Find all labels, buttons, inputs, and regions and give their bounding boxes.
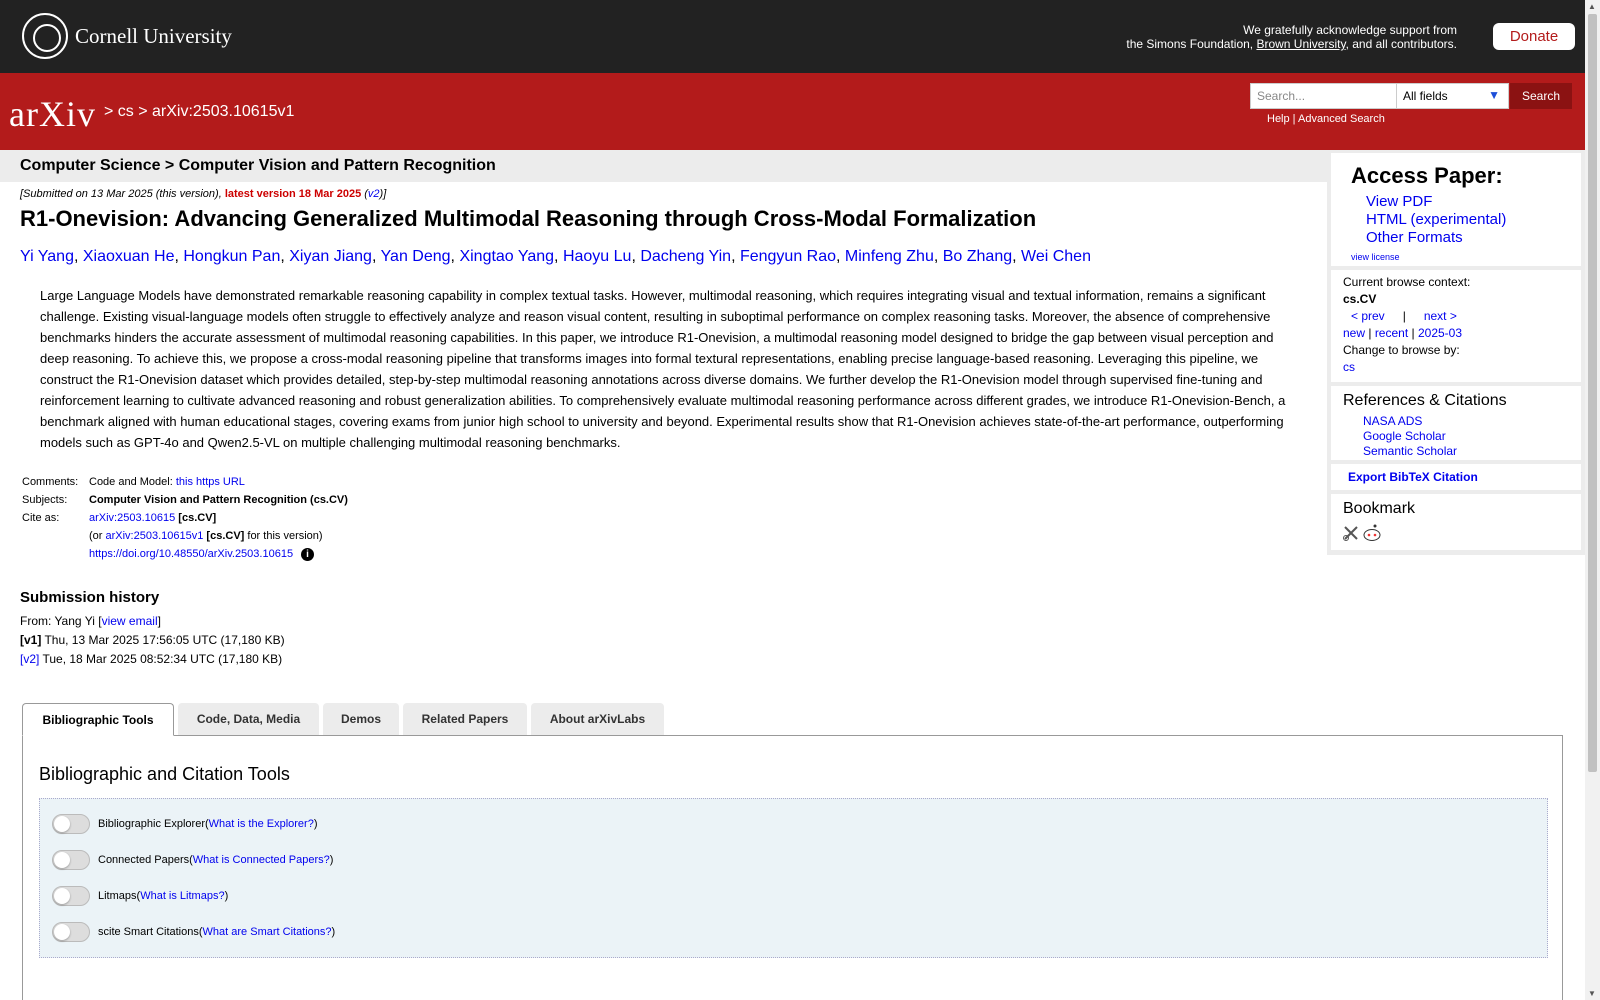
tool-name: Bibliographic Explorer [98,818,205,830]
comments-row [20,476,350,494]
from-suffix: ] [157,614,161,628]
v2-link[interactable]: v2 [367,188,380,200]
paren-close: ) [313,818,318,830]
panel-title: Bibliographic and Citation Tools [39,764,290,784]
submission-history-title: Submission history [20,589,160,606]
browse-cs-link[interactable]: cs [1343,360,1355,374]
tab-panel [22,735,1563,1000]
author-separator: , [554,248,563,265]
author-link[interactable]: Xiaoxuan He [82,248,175,265]
prev-link[interactable]: < prev [1351,309,1385,323]
ack-suffix: , and all contributors. [1345,37,1457,51]
author-separator: , [174,248,184,265]
prev-next-sep: | [1402,309,1406,323]
cite2-category: [cs.CV] [203,530,245,542]
help-link[interactable]: Help [1267,113,1290,125]
ack-prefix: the Simons Foundation, [1126,37,1257,51]
author-separator: , [450,248,460,265]
cite-category: [cs.CV] [175,512,217,524]
v1-label: [v1] [20,633,42,647]
paren-open: ( [205,818,209,830]
tool-help-link[interactable]: What is the Explorer? [208,818,314,830]
paren-open: ( [189,854,193,866]
search-field-value: All fields [1403,89,1448,103]
tool-row [52,814,318,834]
bookmark-icons [1331,518,1581,553]
view-pdf-link[interactable]: View PDF [1366,193,1433,210]
cornell-seal-icon [22,13,68,59]
cornell-logo[interactable] [22,13,232,59]
scroll-thumb[interactable] [1588,14,1597,772]
tool-row [52,850,333,870]
paren-close: ) [224,890,229,902]
arxiv-logo-text: arXiv [9,94,96,134]
arxiv-logo[interactable] [9,93,96,135]
breadcrumb-sep: > [104,103,118,120]
references-box [1331,386,1581,460]
change-browse-label: Change to browse by: [1343,343,1460,357]
author-link[interactable]: Bo Zhang [942,248,1013,265]
paren-close: ) [329,854,334,866]
submission-history [20,612,285,669]
submitter-line [20,612,285,631]
tool-row [52,886,228,906]
cornell-header [0,0,1585,73]
v2-date: Tue, 18 Mar 2025 08:52:34 UTC (17,180 KB) [39,652,283,666]
sidebar [1327,150,1585,555]
new-link[interactable]: new [1343,326,1366,340]
litmaps-toggle[interactable] [52,886,90,906]
help-links [1267,113,1385,125]
author-link[interactable]: Minfeng Zhu [844,248,934,265]
tool-help-link[interactable]: What is Litmaps? [140,890,225,902]
cite-version-link[interactable]: arXiv:2503.10615v1 [105,530,204,542]
google-scholar-link[interactable]: Google Scholar [1363,429,1446,443]
doi-link[interactable]: https://doi.org/10.48550/arXiv.2503.10615 [89,548,294,560]
donate-button[interactable]: Donate [1493,23,1575,50]
author-link[interactable]: Xingtao Yang [459,248,555,265]
submission-date [20,188,386,200]
paren-close: )] [379,188,387,200]
tab-bibliographic-tools[interactable]: Bibliographic Tools [22,703,174,736]
scite-toggle[interactable] [52,922,90,942]
subject-header: Computer Science > Computer Vision and Pattern Recognition [0,150,1327,182]
breadcrumb-cs[interactable]: cs [117,103,134,120]
paper-title: R1-Onevision: Advancing Generalized Multimodal Reasoning through Cross-Modal Formalization [20,206,1037,231]
comments-value [87,476,350,494]
author-link[interactable]: Haoyu Lu [562,248,632,265]
doi-line [89,548,348,561]
semantic-scholar-link[interactable]: Semantic Scholar [1363,444,1458,458]
tab-bar [22,703,668,735]
author-separator: , [73,248,83,265]
author-separator: , [836,248,845,265]
tool-help-link[interactable]: What is Connected Papers? [192,854,330,866]
cite-label: Cite as: [22,512,60,524]
scroll-up-icon[interactable]: ▲ [1588,2,1596,11]
reddit-icon[interactable] [1364,525,1380,541]
abstract: Large Language Models have demonstrated remarkable reasoning capability in complex textual tasks. However, multimodal reasoning, which requires integrating visual and textual information, remains a significant challenge. Existing visual-language models often struggle to effectively analyze and reason visual content, resulting in suboptimal performance on complex reasoning tasks. Moreover, the absence of comprehensive benchmarks hinders the accurate assessment of multimodal reasoning capabilities. In this paper, we introduce R1-Onevision, a multimodal reasoning model designed to bridge the gap between visual perception and deep reasoning. To achieve this, we propose a cross-modal reasoning pipeline that transforms images into formal textural representations, enabling precise language-based reasoning. Leveraging this pipeline, we construct the R1-Onevision dataset which provides detailed, step-by-step multimodal reasoning annotations across diverse domains. We further develop the R1-Onevision model through supervised fine-tuning and reinforcement learning to cultivate advanced reasoning and robust generalization abilities. To comprehensively evaluate multimodal reasoning performance across different grades, we introduce R1-Onevision-Bench, a benchmark aligned with human educational stages, covering exams from junior high school to university and beyond. Experimental results show that R1-Onevision achieves state-of-the-art performance, outperforming models such as GPT-4o and Qwen2.5-VL on multiple challenging multimodal reasoning benchmarks. [40,288,1286,450]
access-paper-box [1331,153,1581,266]
paren-open: ( [136,890,141,902]
breadcrumb [104,103,294,121]
cornell-name: Cornell University [75,23,232,48]
references-title: References & Citations [1343,392,1507,409]
ack-line-1: We gratefully acknowledge support from [1243,23,1457,37]
search-button[interactable]: Search [1510,83,1572,109]
paren-close: ) [331,926,336,938]
recent-link[interactable]: recent [1374,326,1409,340]
cite-row [20,512,350,567]
author-link[interactable]: Yi Yang [20,248,74,265]
tool-row [52,922,335,942]
v2-version-link[interactable]: [v2] [20,652,40,666]
scissors-bookmark-icon[interactable] [1344,527,1358,541]
help-sep: | [1289,113,1298,125]
bibtex-box [1331,464,1581,490]
page-scrollbar[interactable] [1585,0,1600,1000]
bookmark-title: Bookmark [1343,500,1416,517]
comments-text: Code and Model: [89,476,176,488]
author-separator: , [280,248,290,265]
author-separator: , [631,248,641,265]
tab-code-data-media[interactable]: Code, Data, Media [178,703,319,735]
scroll-down-icon[interactable]: ▼ [1588,989,1596,998]
html-link[interactable]: HTML (experimental) [1366,211,1507,228]
cite-line-1 [89,512,348,524]
tool-name: Connected Papers [98,854,190,866]
cite2-prefix: (or [89,530,106,542]
browse-lists-row: new | recent | 2025-03 [1343,326,1463,340]
ack-line-2 [1126,37,1457,51]
author-separator: , [1012,248,1022,265]
tab-about-arxivlabs[interactable]: About arXivLabs [531,703,664,735]
breadcrumb-paper-id: arXiv:2503.10615v1 [152,103,295,120]
bookmark-services [1343,524,1383,542]
author-link[interactable]: Xiyan Jiang [289,248,372,265]
metadata-table [20,476,350,567]
author-separator: , [731,248,740,265]
version-v1 [20,631,285,650]
author-link[interactable]: Wei Chen [1021,248,1091,265]
prev-next-row [1343,308,1569,325]
bookmark-box [1331,494,1581,550]
author-link[interactable]: Hongkun Pan [183,248,281,265]
v1-date: Thu, 13 Mar 2025 17:56:05 UTC (17,180 KB) [41,633,285,647]
tool-name: scite Smart Citations [98,926,199,938]
month-link[interactable]: 2025-03 [1417,326,1463,340]
cite-link[interactable]: arXiv:2503.10615 [89,512,176,524]
brown-university-link[interactable]: Brown University [1256,37,1346,51]
arxiv-nav-bar [0,73,1585,150]
cite2-suffix: for this version) [244,530,323,542]
tab-demos[interactable]: Demos [323,703,399,735]
latest-version-notice: latest version 18 Mar 2025 [224,188,362,200]
from-prefix: From: Yang Yi [ [20,614,102,628]
view-email-link[interactable]: view email [101,614,158,628]
other-formats-link[interactable]: Other Formats [1366,229,1463,246]
access-paper-title: Access Paper: [1351,163,1503,188]
explorer-toggle[interactable] [52,814,90,834]
cite-value [87,512,350,567]
subjects-value: Computer Vision and Pattern Recognition (cs.CV) [89,494,348,506]
browse-context-label: Current browse context: [1343,275,1471,289]
submitted-prefix: [Submitted on 13 Mar 2025 (this version), [20,188,225,200]
author-link[interactable]: Yan Deng [380,248,451,265]
code-url-link[interactable]: this https URL [175,476,245,488]
author-separator: , [371,248,381,265]
breadcrumb-sep: > [133,103,153,120]
tool-name: Litmaps [98,890,137,902]
export-bibtex-link[interactable]: Export BibTeX Citation [1348,470,1478,484]
references-list [1331,410,1581,463]
next-link[interactable]: next > [1423,309,1457,323]
view-license-link[interactable]: view license [1351,252,1400,262]
support-acknowledgement [1126,23,1457,51]
nasa-ads-link[interactable]: NASA ADS [1363,414,1423,428]
version-v2 [20,650,285,669]
info-icon[interactable]: i [301,548,314,561]
cite-line-2 [89,530,348,542]
browse-context-value: cs.CV [1343,292,1377,306]
advanced-search-link[interactable]: Advanced Search [1298,113,1385,125]
paren-open: ( [361,188,368,200]
search-field-select[interactable] [1396,83,1509,109]
tab-related-papers[interactable]: Related Papers [403,703,527,735]
tool-help-link[interactable]: What are Smart Citations? [202,926,332,938]
browse-context-box [1331,270,1581,382]
paren-open: ( [198,926,203,938]
tools-box [39,798,1548,958]
author-link[interactable]: Fengyun Rao [739,248,837,265]
subjects-row [20,494,350,512]
author-separator: , [933,248,943,265]
author-link[interactable]: Dacheng Yin [640,248,732,265]
access-links [1366,193,1506,247]
subjects-label: Subjects: [22,494,68,506]
chevron-down-icon: ▼ [1488,88,1500,102]
author-list [20,248,1320,266]
connected-papers-toggle[interactable] [52,850,90,870]
search-input[interactable]: Search... [1250,83,1397,109]
comments-label: Comments: [22,476,79,488]
